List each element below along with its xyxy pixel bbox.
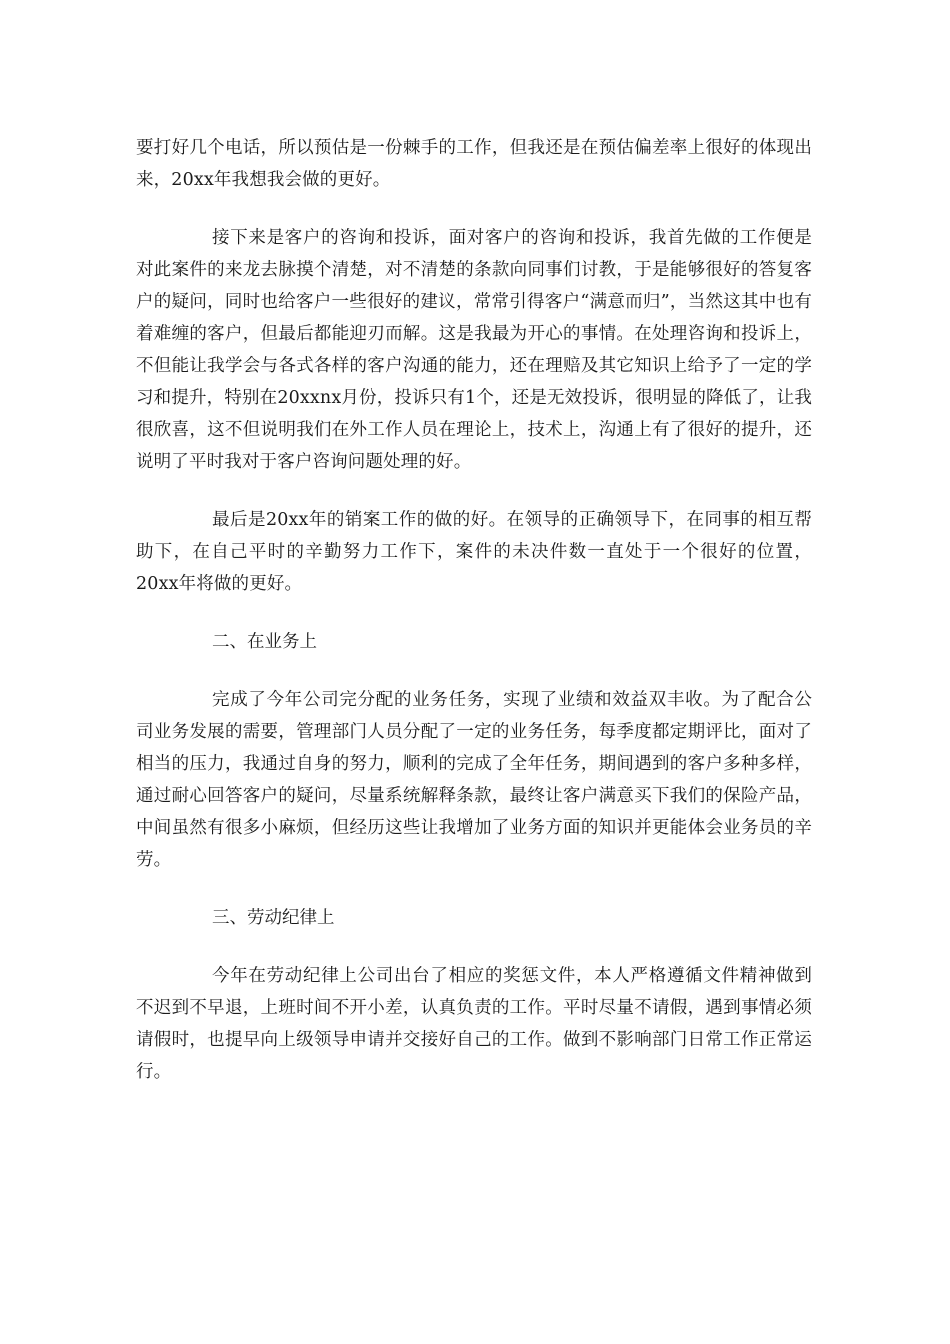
section-heading-business: 二、在业务上 [212,632,317,652]
document-body [136,132,812,1114]
paragraph-business: 完成了今年公司完分配的业务任务，实现了业绩和效益双丰收。为了配合公司业务发展的需要，管理部门人员分配了一定的业务任务，每季度都定期评比，面对了相当的压力，我通过自身的努力，顺利的完成了全年任务，期间遇到的客户多种多样，通过耐心回答客户的疑问，尽量系统解释条款，最终让客户满意买下我们的保险产品，中间虽然有很多小麻烦，但经历这些让我增加了业务方面的知识并更能体会业务员的辛劳。 [136,690,812,870]
paragraph-continuation: 要打好几个电话，所以预估是一份棘手的工作，但我还是在预估偏差率上很好的体现出来，20xx年我想我会做的更好。 [136,138,812,190]
paragraph-case-closing: 最后是20xx年的销案工作的做的好。在领导的正确领导下，在同事的相互帮助下，在自己平时的辛勤努力工作下，案件的未决件数一直处于一个很好的位置，20xx年将做的更好。 [136,510,812,594]
paragraph-consultation-complaints: 接下来是客户的咨询和投诉，面对客户的咨询和投诉，我首先做的工作便是对此案件的来龙去脉摸个清楚，对不清楚的条款向同事们讨教，于是能够很好的答复客户的疑问，同时也给客户一些很好的建议，常常引得客户“满意而归”，当然这其中也有着难缠的客户，但最后都能迎刃而解。这是我最为开心的事情。在处理咨询和投诉上，不但能让我学会与各式各样的客户沟通的能力，还在理赔及其它知识上给予了一定的学习和提升，特别在20xxnx月份，投诉只有1个，还是无效投诉，很明显的降低了，让我很欣喜，这不但说明我们在外工作人员在理论上，技术上，沟通上有了很好的提升，还说明了平时我对于客户咨询问题处理的好。 [136,228,812,472]
paragraph-discipline: 今年在劳动纪律上公司出台了相应的奖惩文件，本人严格遵循文件精神做到不迟到不早退，上班时间不开小差，认真负责的工作。平时尽量不请假，遇到事情必须请假时，也提早向上级领导申请并交接好自己的工作。做到不影响部门日常工作正常运行。 [136,966,812,1082]
section-heading-discipline: 三、劳动纪律上 [212,908,335,928]
